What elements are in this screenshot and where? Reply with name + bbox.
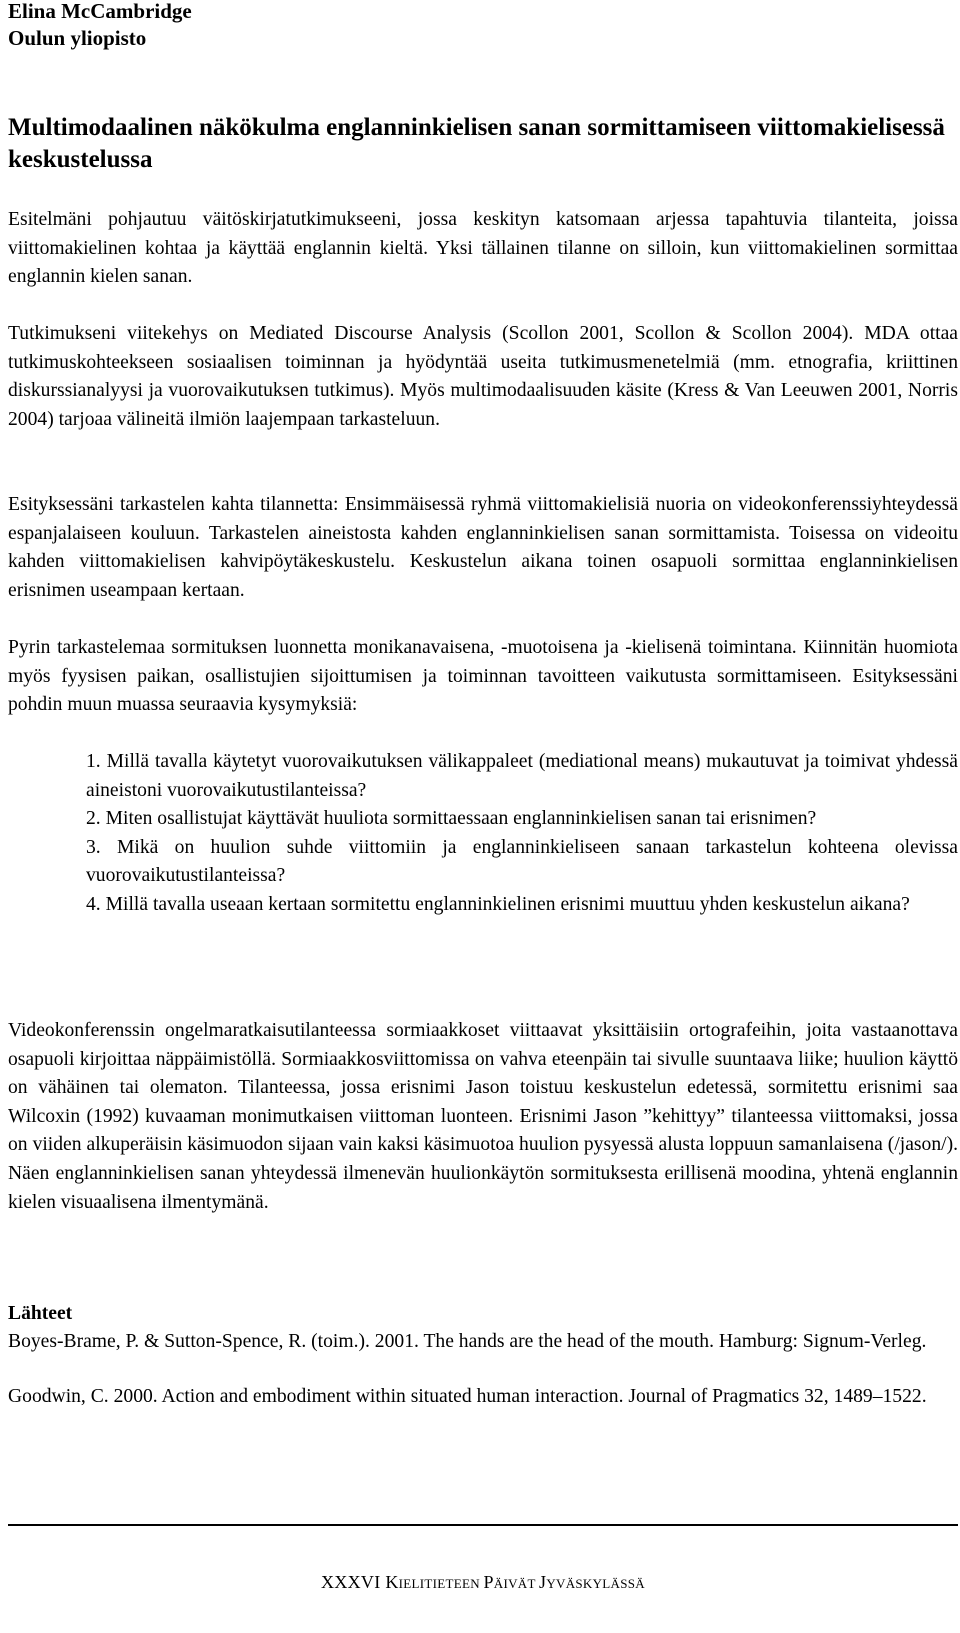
- paragraph-intro: Esitelmäni pohjautuu väitöskirjatutkimukseeni, jossa keskityn katsomaan arjessa tapahtuvia tilanteita, joissa viittomakielinen kohtaa ja käyttää englannin kieltä. Yksi tällainen tilanne on silloin, kun viittomakielinen sormittaa englannin kielen sanan.: [8, 209, 958, 288]
- reference-item: [8, 1328, 958, 1357]
- question-item: 2. Miten osallistujat käyttävät huuliota sormittaessaan englanninkielisen sanan tai erisnimen?: [86, 808, 817, 830]
- author-name: Elina McCambridge: [8, 0, 192, 23]
- paragraph-situations: Esityksessäni tarkastelen kahta tilannetta: Ensimmäisessä ryhmä viittomakielisiä nuoria on videokonferenssiyhteydessä espanjalaiseen kouluun. Tarkastelen aineistosta kahden englanninkielisen sanan sormittamista. Toisessa on videoitu kahden viittomakielisen kahvipöytäkeskustelu. Keskustelun aikana toinen osapuoli sormittaa englanninkielisen erisnimen useampaan kertaan.: [8, 494, 958, 601]
- question-list: [86, 748, 958, 920]
- footer-divider: [8, 1524, 958, 1526]
- paragraph-findings: Videokonferenssin ongelmaratkaisutilanteessa sormiaakkoset viittaavat yksittäisiin ortografeihin, joita vastaanottava osapuoli kirjoittaa näppäimistöllä. Sormiaakkosviittomissa on vahva eteenpäin tai sivulle suuntaava liike; huulion käyttö on vähäinen tai olematon. Tilanteessa, jossa erisnimi Jason toistuu keskustelun edetessä, sormitettu erisnimi saa Wilcoxin (1992) kuvaaman monimutkaisen viittoman luonteen. Erisnimi Jason ”kehittyy” tilanteessa viittomaksi, jossa on viiden alkuperäisin käsimuodon sijaan vain kaksi käsimuotoa huulion pysyessä alusta loppuun samanlaisena (/jason/). Näen englanninkielisen sanan yhteydessä ilmenevän huulionkäytön sormituksesta erillisenä moodina, yhtenä englannin kielen visuaalisena ilmentymänä.: [8, 1020, 958, 1213]
- reference-text: Boyes-Brame, P. & Sutton-Spence, R. (toim.). 2001. The hands are the head of the mouth. Hamburg: Signum-Verleg.: [8, 1331, 927, 1352]
- footer-text: P: [483, 1572, 494, 1592]
- footer-text: XXXVI K: [321, 1572, 399, 1592]
- article-title: Multimodaalinen näkökulma englanninkielisen sanan sormittamiseen viittomakielisessä keskustelussa: [8, 114, 945, 173]
- author-affiliation: Oulun yliopisto: [8, 26, 147, 50]
- question-item: 3. Mikä on huulion suhde viittomiin ja englanninkieliseen sanaan tarkastelun kohteena olevissa vuorovaikutustilanteissa?: [86, 836, 958, 887]
- footer-text: J: [539, 1572, 547, 1592]
- references-heading: Lähteet: [8, 1303, 73, 1324]
- author-block: [8, 0, 192, 52]
- paragraph-framework: Tutkimukseni viitekehys on Mediated Discourse Analysis (Scollon 2001, Scollon & Scollon 2004). MDA ottaa tutkimuskohteekseen sosiaalisen toiminnan ja hyödyntää useita tutkimusmenetelmiä (mm. etnografia, kriittinen diskurssianalyysi ja vuorovaikutuksen tutkimus). Myös multimodaalisuuden käsite (Kress & Van Leeuwen 2001, Norris 2004) tarjoaa välineitä ilmiön laajempaan tarkasteluun.: [8, 323, 958, 430]
- question-item: 4. Millä tavalla useaan kertaan sormitettu englanninkielinen erisnimi muuttuu yhden keskustelun aikana?: [86, 893, 910, 915]
- footer-text: YVÄSKYLÄSSÄ: [546, 1576, 645, 1591]
- question-item: 1. Millä tavalla käytetyt vuorovaikutuksen välikappaleet (mediational means) mukautuvat ja toimivat yhdessä aineistoni vuorovaikutustilanteissa?: [86, 751, 958, 801]
- reference-item: [8, 1383, 958, 1412]
- footer-text: ÄIVÄT: [493, 1576, 539, 1591]
- footer-text: IELITIETEEN: [398, 1576, 484, 1591]
- reference-text: Goodwin, C. 2000. Action and embodiment within situated human interaction. Journal of Pragmatics 32, 1489–1522.: [8, 1386, 927, 1407]
- paragraph-aims: Pyrin tarkastelemaa sormituksen luonnetta monikanavaisena, -muotoisena ja -kielisenä toimintana. Kiinnitän huomiota myös fyysisen paikan, osallistujien sijoittumisen ja toiminnan tavoitteen vaikutusta sormittamiseen. Esityksessäni pohdin muun muassa seuraavia kysymyksiä:: [8, 637, 958, 716]
- footer-conference: [8, 1570, 958, 1596]
